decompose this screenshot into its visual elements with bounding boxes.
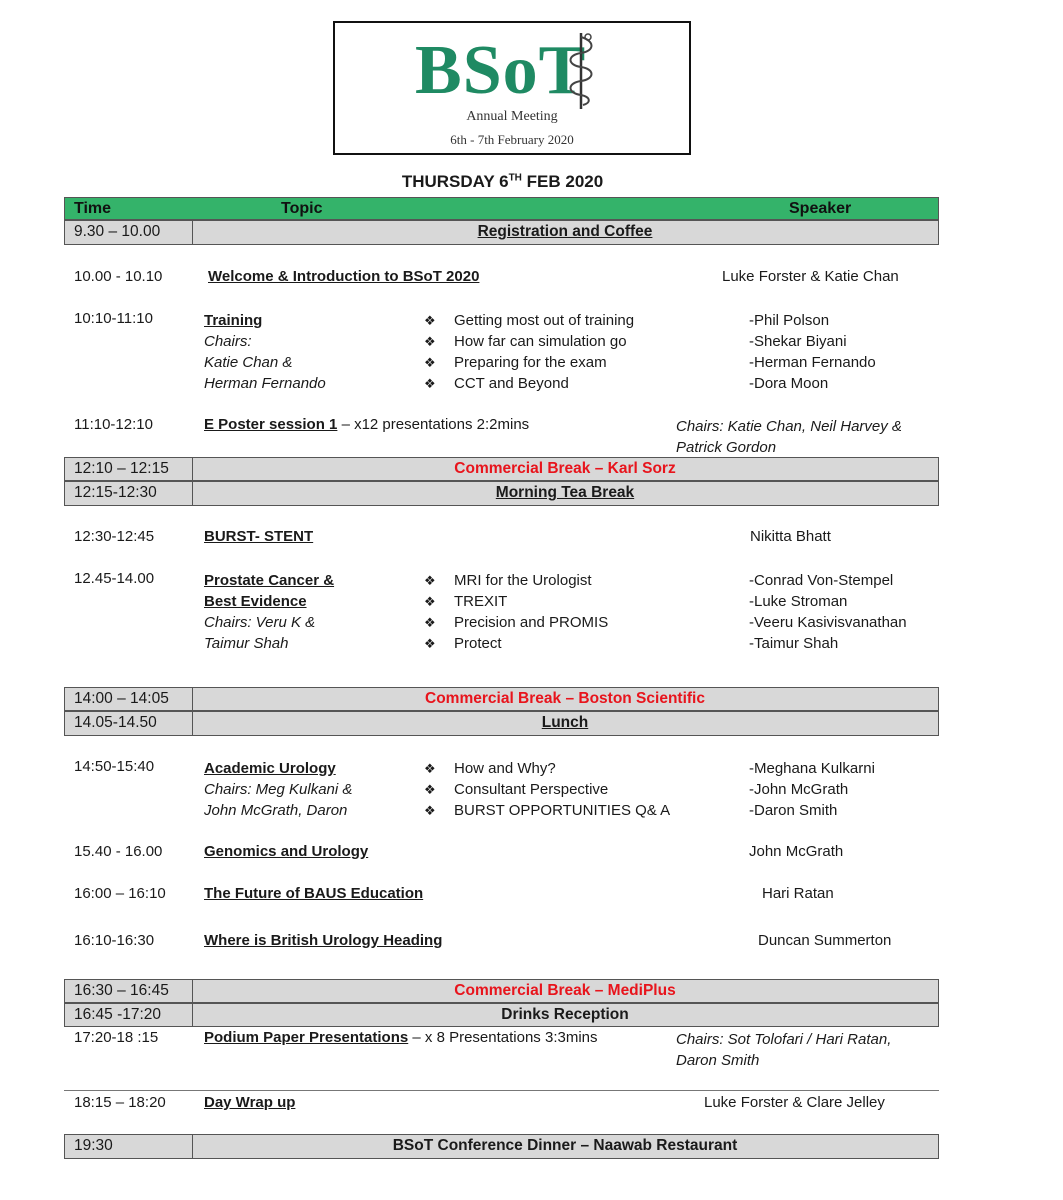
bar-label: Lunch [541,714,589,731]
row-time: 12.45-14.00 [74,570,155,587]
bullet-item: ❖ Protect [424,635,502,652]
row-speaker: Luke Forster & Katie Chan [722,268,899,285]
bullet-item: ❖ Getting most out of training [424,312,635,329]
row-time: 18:15 – 18:20 [74,1094,166,1111]
row-topic: Day Wrap up [204,1094,296,1111]
row-chairs: John McGrath, Daron [204,802,348,819]
row-time: 15.40 - 16.00 [74,843,163,860]
day-title: THURSDAY 6TH FEB 2020 [401,172,604,191]
commercial-break-bar [64,457,939,481]
row-time: 10.00 - 10.10 [74,268,163,285]
bullet-item: ❖ How and Why? [424,760,556,777]
row-speaker: Nikitta Bhatt [750,528,831,545]
registration-label: Registration and Coffee [477,223,653,240]
logo-dates: 6th - 7th February 2020 [450,132,574,147]
row-topic: E Poster session 1 [204,416,338,433]
speaker-list: -Phil Polson -Shekar Biyani -Herman Fernando -Dora Moon [749,312,876,392]
lunch-bar [64,711,939,736]
row-topic: Welcome & Introduction to BSoT 2020 [208,268,480,285]
bullet-item: ❖ Consultant Perspective [424,781,609,798]
bar-label: Drinks Reception [501,1006,629,1023]
row-chairs: Chairs: [204,333,252,350]
bar-label: Commercial Break – MediPlus [454,982,676,999]
bar-time: 14.05-14.50 [74,714,157,731]
logo-wordmark: BSoT [415,32,587,109]
bar-label: Commercial Break – Boston Scientific [425,690,705,707]
row-topic: Genomics and Urology [204,843,369,860]
bullet-item: ❖ CCT and Beyond [424,375,569,392]
table-header [64,197,939,220]
bullet-list [424,310,634,394]
row-time: 11:10-12:10 [74,416,153,433]
row-chairs: Katie Chan & [204,354,293,371]
bar-label: Morning Tea Break [495,484,635,501]
bullet-item: ❖ MRI for the Urologist [424,572,592,589]
bullet-item: ❖ Preparing for the exam [424,354,607,371]
bullet-item: ❖ How far can simulation go [424,333,627,350]
bar-label: BSoT Conference Dinner – Naawab Restaurant [392,1137,738,1154]
row-topic: Training [204,312,263,329]
bar-label: Commercial Break – Karl Sorz [454,460,676,477]
row-speaker: John McGrath [749,843,844,860]
row-time: 12:30-12:45 [74,528,155,545]
dinner-bar [64,1134,939,1159]
row-speaker: Chairs: Sot Tolofari / Hari Ratan, Daron Smith [676,1031,892,1069]
header-topic: Topic [281,200,323,217]
row-topic: Podium Paper Presentations [204,1029,409,1046]
registration-time: 9.30 – 10.00 [74,223,161,240]
bullet-item: ❖ BURST OPPORTUNITIES Q& A [424,802,671,819]
row-chairs: Taimur Shah [204,635,289,652]
row-topic: Where is British Urology Heading [204,932,443,949]
bar-time: 16:30 – 16:45 [74,982,169,999]
tea-break-bar [64,481,939,506]
row-time: 17:20-18 :15 [74,1029,159,1046]
bar-time: 12:10 – 12:15 [74,460,169,477]
bullet-item: ❖ TREXIT [424,593,508,610]
bar-time: 19:30 [74,1137,113,1154]
row-topic: Best Evidence [204,593,307,610]
row-speaker: Duncan Summerton [758,932,892,949]
row-topic: BURST- STENT [204,528,314,545]
bar-time: 14:00 – 14:05 [74,690,169,707]
row-divider [64,1090,939,1091]
row-topic: The Future of BAUS Education [204,885,424,902]
header-speaker: Speaker [789,200,852,217]
row-chairs: Herman Fernando [204,375,326,392]
row-chairs: Chairs: Veru K & [204,614,316,631]
row-speaker: Chairs: Katie Chan, Neil Harvey & Patrick Gordon [676,418,902,456]
rod-of-asclepius-icon [561,29,601,113]
row-chairs: Chairs: Meg Kulkani & [204,781,353,798]
bar-time: 16:45 -17:20 [74,1006,162,1023]
row-speaker: Luke Forster & Clare Jelley [704,1094,885,1111]
commercial-break-bar [64,979,939,1003]
registration-bar [64,220,939,245]
drinks-bar [64,1003,939,1027]
logo-annual-meeting: Annual Meeting [466,109,558,124]
bullet-list [424,570,608,654]
speaker-list: -Meghana Kulkarni -John McGrath -Daron Smith [749,760,875,819]
bullet-item: ❖ Precision and PROMIS [424,614,609,631]
commercial-break-bar [64,687,939,711]
row-time: 16:10-16:30 [74,932,155,949]
row-time: 14:50-15:40 [74,758,155,775]
speaker-list: -Conrad Von-Stempel -Luke Stroman -Veeru Kasivisvanathan -Taimur Shah [749,572,907,652]
bar-time: 12:15-12:30 [74,484,157,501]
row-speaker: Hari Ratan [762,885,834,902]
header-time: Time [74,200,112,217]
row-topic: Academic Urology [204,760,336,777]
conference-logo [333,21,691,155]
row-time: 10:10-11:10 [74,310,153,327]
bullet-list [424,758,670,821]
row-time: 16:00 – 16:10 [74,885,166,902]
row-topic: Prostate Cancer & [204,572,335,589]
